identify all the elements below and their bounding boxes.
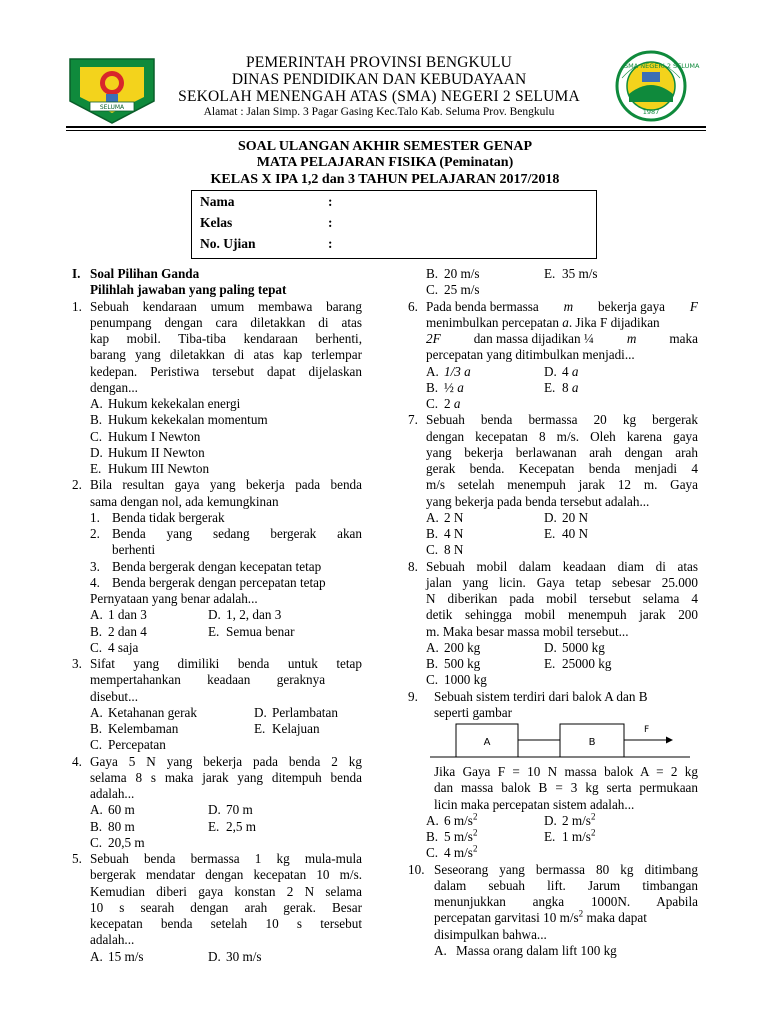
question-text: m. Maka besar massa mobil tersebut...	[426, 623, 629, 639]
option-text: 15 m/s	[108, 948, 144, 964]
left-column	[72, 266, 362, 965]
option-text: 1 dan 3	[108, 607, 147, 623]
question-text: mempertahankan keadaan geraknya	[90, 672, 326, 688]
question-text: adalah...	[90, 932, 135, 948]
option-letter: B.	[90, 412, 103, 428]
superscript: 2	[472, 827, 478, 838]
question-text: gerak benda. Kecepatan benda menjadi 4	[426, 461, 698, 476]
option-e	[208, 819, 256, 835]
question-prompt: Pernyataan yang benar adalah...	[90, 591, 258, 606]
option-letter: E.	[544, 829, 556, 844]
option-text: Massa orang dalam lift 100 kg	[456, 942, 617, 958]
options-row	[72, 835, 362, 851]
option-text: 35 m/s	[562, 266, 598, 281]
question-text: dan massa balok B = 3 kg serta permukaan	[434, 780, 698, 796]
question-text: adalah...	[90, 786, 135, 801]
question-text: kap mobil. Tiba-tiba kendaraan berhenti,	[90, 331, 362, 346]
options-row	[72, 721, 362, 737]
logo-year-text: 1987	[642, 108, 660, 116]
right-column	[408, 266, 698, 959]
exam-class-year: KELAS X IPA 1,2 dan 3 TAHUN PELAJARAN 2017/2018	[210, 172, 560, 187]
question-5	[72, 851, 362, 965]
question-text: Sifat yang dimiliki benda untuk tetap	[90, 656, 362, 671]
option-text: 2 N	[444, 509, 464, 525]
question-number: 2.	[72, 477, 82, 493]
option-letter: E.	[208, 623, 220, 639]
class-row	[200, 215, 333, 231]
question-text	[408, 910, 698, 926]
option-text: Hukum kekekalan momentum	[108, 412, 268, 428]
option-text: 4 N	[444, 526, 464, 541]
option-d	[544, 510, 588, 526]
question-text	[408, 331, 698, 347]
option-e	[544, 656, 611, 672]
option-d	[208, 607, 281, 623]
var-m: m	[626, 331, 637, 346]
text-fragment: bekerja gaya	[598, 298, 666, 314]
option-letter: E.	[90, 461, 102, 476]
question-text: Gaya 5 N yang bekerja pada benda 2 kg	[90, 753, 362, 769]
question-text: N diberikan pada mobil tersebut selama 4	[426, 591, 698, 606]
text-fragment: . Jika F dijadikan	[568, 314, 660, 330]
question-text: menunjukkan angka 1000N. Apabila	[434, 894, 698, 909]
class-colon: :	[328, 215, 333, 230]
option-text: Kelajuan	[272, 721, 320, 736]
question-10	[408, 862, 698, 960]
statement-1	[72, 510, 362, 526]
question-text: Sebuah benda bermassa 20 kg bergerak	[426, 412, 698, 428]
options-row	[72, 705, 362, 721]
option-text: 30 m/s	[226, 948, 262, 964]
option-letter: A.	[90, 802, 103, 818]
text-fragment: maka dapat	[583, 910, 647, 926]
var-a: a	[571, 363, 579, 379]
option-letter: A.	[90, 396, 103, 411]
option-letter: B.	[426, 656, 439, 671]
option-text: 2 dan 4	[108, 623, 147, 639]
section-title: Soal Pilihan Ganda	[90, 266, 200, 281]
option-letter: E.	[544, 656, 556, 671]
option-letter: C.	[90, 428, 103, 444]
blocks-diagram	[430, 718, 690, 760]
option-e	[254, 721, 320, 737]
options-row	[72, 624, 362, 640]
option-text: Hukum III Newton	[108, 461, 210, 476]
option-letter: B.	[426, 526, 439, 541]
option-letter: C.	[426, 542, 439, 558]
header-rule-thick	[66, 126, 706, 128]
option-d	[72, 445, 362, 461]
option-letter: C.	[90, 737, 103, 753]
options-row	[408, 526, 698, 542]
option-d	[254, 705, 338, 721]
option-text: ½	[444, 379, 454, 395]
header-government: PEMERINTAH PROVINSI BENGKULU	[246, 54, 512, 71]
question-number: 5.	[72, 851, 82, 866]
section-instruction: Pilihlah jawaban yang paling tepat	[90, 282, 287, 298]
option-letter: C.	[90, 834, 103, 850]
text-fragment: dan massa dijadikan ¼	[473, 331, 594, 346]
option-letter: E.	[544, 266, 556, 281]
question-text: licin maka percepatan sistem adalah...	[434, 796, 635, 812]
statement-text: Benda tidak bergerak	[112, 509, 225, 525]
exam-number-label: No. Ujian	[200, 236, 256, 251]
name-label: Nama	[200, 194, 235, 209]
option-text: 25 m/s	[444, 282, 480, 298]
question-number: 8.	[408, 558, 418, 574]
option-d	[544, 364, 578, 380]
option-letter: E.	[544, 526, 556, 541]
var-a: a	[571, 379, 579, 395]
statement-2	[72, 526, 362, 542]
question-1	[72, 299, 362, 478]
option-text: 2 m/s	[562, 812, 591, 828]
option-text: Ketahanan gerak	[108, 704, 197, 720]
option-text: 2	[444, 396, 451, 411]
option-text: 60 m	[108, 802, 135, 818]
option-letter: A.	[90, 704, 103, 720]
school-logo-right	[598, 50, 704, 122]
options-row	[408, 364, 698, 380]
option-letter: D.	[90, 444, 103, 460]
question-text: Sebuah mobil dalam keadaan diam di atas	[426, 558, 698, 574]
question-text: disebut...	[90, 688, 138, 704]
statement-text: Benda yang sedang bergerak akan	[112, 526, 362, 541]
option-letter: A.	[426, 509, 439, 525]
question-text: disimpulkan bahwa...	[434, 926, 547, 942]
question-text: kedepan. Peristiwa tersebut dapat dijelaskan	[90, 363, 362, 379]
option-letter: D.	[208, 607, 221, 623]
option-letter: B.	[90, 818, 103, 834]
question-text: barang yang diletakkan di atas kap terlempar	[90, 347, 362, 363]
options-row	[72, 949, 362, 965]
question-9	[408, 689, 698, 862]
statement-text: berhenti	[112, 542, 156, 558]
option-text: Perlambatan	[272, 704, 338, 720]
question-text: Seseorang yang bermassa 80 kg ditimbang	[434, 861, 698, 877]
option-text: 2,5 m	[226, 818, 257, 834]
options-row	[72, 819, 362, 835]
exam-title: SOAL ULANGAN AKHIR SEMESTER GENAP	[237, 139, 533, 154]
question-text: Kemudian diberi gaya konstan 2 N selama	[90, 883, 362, 899]
question-text: dalam sebuah lift. Jarum timbangan	[434, 877, 698, 893]
option-letter: B.	[426, 379, 439, 395]
question-6	[408, 299, 698, 413]
question-text	[408, 299, 698, 315]
name-row	[200, 194, 333, 210]
option-letter: C.	[90, 639, 103, 655]
option-text: Semua benar	[226, 623, 295, 639]
options-row	[408, 380, 698, 396]
options-row	[408, 266, 698, 282]
question-text: kecepatan benda setelah 10 s tersebut	[90, 916, 362, 931]
option-text: 20 m/s	[444, 266, 480, 281]
option-text: Hukum kekekalan energi	[108, 396, 241, 411]
option-letter: A.	[90, 948, 103, 964]
option-d	[544, 813, 595, 829]
question-number: 9.	[408, 688, 418, 704]
option-letter: D.	[544, 639, 557, 655]
block-a-label: A	[483, 737, 491, 748]
option-letter: C.	[426, 845, 439, 861]
exam-number-row	[200, 236, 333, 252]
option-e	[544, 829, 595, 845]
text-fragment: menimbulkan percepatan	[426, 314, 559, 330]
option-letter: D.	[254, 704, 267, 720]
options-row	[408, 640, 698, 656]
options-row	[408, 542, 698, 558]
option-e	[544, 380, 578, 396]
option-letter: A.	[426, 363, 439, 379]
statement-number: 2.	[90, 526, 100, 541]
name-colon: :	[328, 194, 333, 209]
option-e	[544, 526, 588, 542]
superscript: 2	[590, 827, 596, 838]
options-row	[72, 607, 362, 623]
option-letter: D.	[544, 812, 557, 828]
option-text: 1 m/s	[562, 829, 591, 844]
option-text: 500 kg	[444, 656, 481, 671]
statement-number: 4.	[90, 574, 100, 590]
logo-ribbon-text: SELUMA	[99, 104, 125, 111]
option-text: 4 m/s	[444, 845, 473, 861]
question-text: dengan kecepatan 8 m/s. Oleh karena gaya	[426, 428, 698, 444]
option-letter: D.	[544, 509, 557, 525]
question-text: 10 s searah dengan arah gerak. Besar	[90, 899, 362, 915]
option-text: 1/3 a	[444, 363, 471, 379]
question-7	[408, 412, 698, 558]
options-row	[408, 396, 698, 412]
statement-text: Benda bergerak dengan percepatan tetap	[112, 574, 326, 590]
question-text: Jika Gaya F = 10 N massa balok A = 2 kg	[434, 764, 698, 779]
option-text: Hukum I Newton	[108, 428, 201, 444]
question-text	[408, 315, 698, 331]
question-text: jalan yang licin. Gaya tetap sebesar 25.000	[426, 574, 698, 590]
option-text: Kelembaman	[108, 721, 179, 736]
superscript: 2	[590, 811, 596, 822]
question-text: Sebuah benda bermassa 1 kg mula-mula	[90, 851, 362, 866]
option-text: 5 m/s	[444, 829, 473, 844]
var-2F: 2F	[426, 331, 441, 346]
question-8	[408, 559, 698, 689]
option-text: 20 N	[562, 509, 589, 525]
option-text: Hukum II Newton	[108, 444, 205, 460]
statement-number: 3.	[90, 558, 100, 574]
options-row	[408, 510, 698, 526]
option-a	[408, 943, 698, 959]
option-letter: E.	[254, 721, 266, 736]
options-row	[408, 829, 698, 845]
var-a: a	[453, 396, 461, 411]
statement-4	[72, 575, 362, 591]
superscript: 2	[578, 908, 584, 919]
option-letter: C.	[426, 672, 439, 688]
statement-text: Benda bergerak dengan kecepatan tetap	[112, 558, 322, 574]
option-letter: E.	[208, 818, 220, 834]
question-text: Sebuah sistem terdiri dari balok A dan B	[434, 688, 648, 704]
option-d	[208, 802, 253, 818]
option-text: 80 m	[108, 818, 135, 834]
question-number: 4.	[72, 753, 82, 769]
option-text: 4	[562, 363, 569, 379]
option-letter: A.	[426, 639, 439, 655]
var-F: F	[689, 298, 698, 314]
option-letter: A.	[426, 812, 439, 828]
var-m: m	[563, 298, 574, 314]
class-label: Kelas	[200, 215, 233, 230]
option-letter: D.	[544, 363, 557, 379]
question-4	[72, 754, 362, 852]
question-number: 7.	[408, 412, 418, 428]
question-text: Sebuah kendaraan umum membawa barang	[90, 298, 362, 314]
option-text: 200 kg	[444, 639, 481, 655]
question-number: 3.	[72, 656, 82, 671]
option-text: 1, 2, dan 3	[226, 607, 282, 623]
exam-subject: MATA PELAJARAN FISIKA (Peminatan)	[256, 155, 514, 170]
superscript: 2	[472, 843, 478, 854]
option-d	[208, 949, 262, 965]
option-text: 70 m	[226, 802, 253, 818]
option-b	[72, 412, 362, 428]
provincial-logo-left	[66, 53, 158, 125]
force-arrowhead	[666, 737, 673, 744]
statement-3	[72, 559, 362, 575]
options-row	[72, 737, 362, 753]
question-text: penumpang dengan cara diletakkan di atas	[90, 314, 362, 330]
option-letter: B.	[426, 829, 439, 844]
section-number: I.	[72, 266, 81, 281]
options-row	[72, 802, 362, 818]
option-letter: A.	[434, 942, 447, 958]
var-a: a	[457, 379, 464, 395]
option-letter: A.	[90, 607, 103, 623]
section-heading	[72, 266, 362, 282]
student-identity-box	[191, 190, 597, 259]
question-text: selama 8 s maka jarak yang ditempuh benda	[90, 769, 362, 785]
option-e	[72, 461, 362, 477]
option-text: 20,5 m	[108, 834, 145, 850]
question-text: bergerak mendatar dengan kecepatan 10 m/s.	[90, 867, 362, 883]
header-address: Alamat : Jalan Simp. 3 Pagar Gasing Kec.Talo Kab. Seluma Prov. Bengkulu	[203, 106, 555, 118]
text-fragment: Pada benda bermassa	[426, 298, 539, 314]
text-fragment: percepatan garvitasi 10 m/s	[434, 910, 579, 926]
question-text: percepatan yang ditimbulkan menjadi...	[426, 347, 635, 363]
option-letter: D.	[208, 802, 221, 818]
logo-arc-text: SMA NEGERI 2 SELUMA	[624, 62, 700, 70]
header-rule-thin	[66, 130, 706, 131]
option-letter: B.	[90, 721, 103, 736]
option-text: 6 m/s	[444, 812, 473, 828]
option-text: 40 N	[562, 526, 589, 541]
question-text: detik sehingga mobil menempuh jarak 200	[426, 607, 698, 623]
option-letter: E.	[544, 379, 556, 395]
statement-number: 1.	[90, 509, 100, 525]
question-text: seperti gambar	[434, 704, 512, 720]
option-text: 8	[562, 379, 569, 395]
option-e	[544, 266, 598, 282]
exam-number-colon: :	[328, 236, 333, 251]
question-number: 6.	[408, 298, 418, 314]
text-fragment: maka	[669, 331, 698, 346]
option-c	[72, 429, 362, 445]
question-text: Bila resultan gaya yang bekerja pada benda	[90, 477, 362, 493]
question-text: yang bekerja pada benda tersebut adalah...	[426, 493, 650, 509]
question-text: yang bekerja berlawanan arah dengan arah	[426, 444, 698, 460]
question-3	[72, 656, 362, 754]
option-a	[72, 396, 362, 412]
option-text: 25000 kg	[562, 656, 612, 671]
option-text: Percepatan	[108, 737, 166, 753]
var-a: a	[562, 314, 569, 330]
options-row	[408, 845, 698, 861]
question-text: m/s setelah menempuh jarak 12 m. Gaya	[426, 477, 698, 493]
option-text: 1000 kg	[444, 672, 487, 688]
block-b-label: B	[588, 737, 596, 748]
options-row	[408, 672, 698, 688]
header-school: SEKOLAH MENENGAH ATAS (SMA) NEGERI 2 SELUMA	[178, 88, 580, 105]
options-row	[72, 640, 362, 656]
question-text: sama dengan nol, ada kemungkinan	[90, 493, 279, 509]
option-text: 5000 kg	[562, 639, 605, 655]
question-text: dengan...	[90, 379, 138, 395]
question-2	[72, 477, 362, 656]
option-text: 4 saja	[108, 639, 139, 655]
option-text: 8 N	[444, 542, 464, 558]
options-row	[408, 282, 698, 298]
superscript: 2	[472, 811, 478, 822]
option-letter: D.	[208, 948, 221, 964]
header-department: DINAS PENDIDIKAN DAN KEBUDAYAAN	[231, 71, 527, 88]
option-letter: C.	[426, 282, 439, 298]
option-e	[208, 624, 294, 640]
option-letter: B.	[90, 623, 103, 639]
question-number: 1.	[72, 298, 82, 314]
force-label: F	[644, 725, 650, 735]
option-letter: C.	[426, 396, 439, 411]
options-row	[408, 656, 698, 672]
option-letter: B.	[426, 266, 439, 281]
question-number: 10.	[408, 861, 425, 877]
option-d	[544, 640, 605, 656]
options-row	[408, 813, 698, 829]
